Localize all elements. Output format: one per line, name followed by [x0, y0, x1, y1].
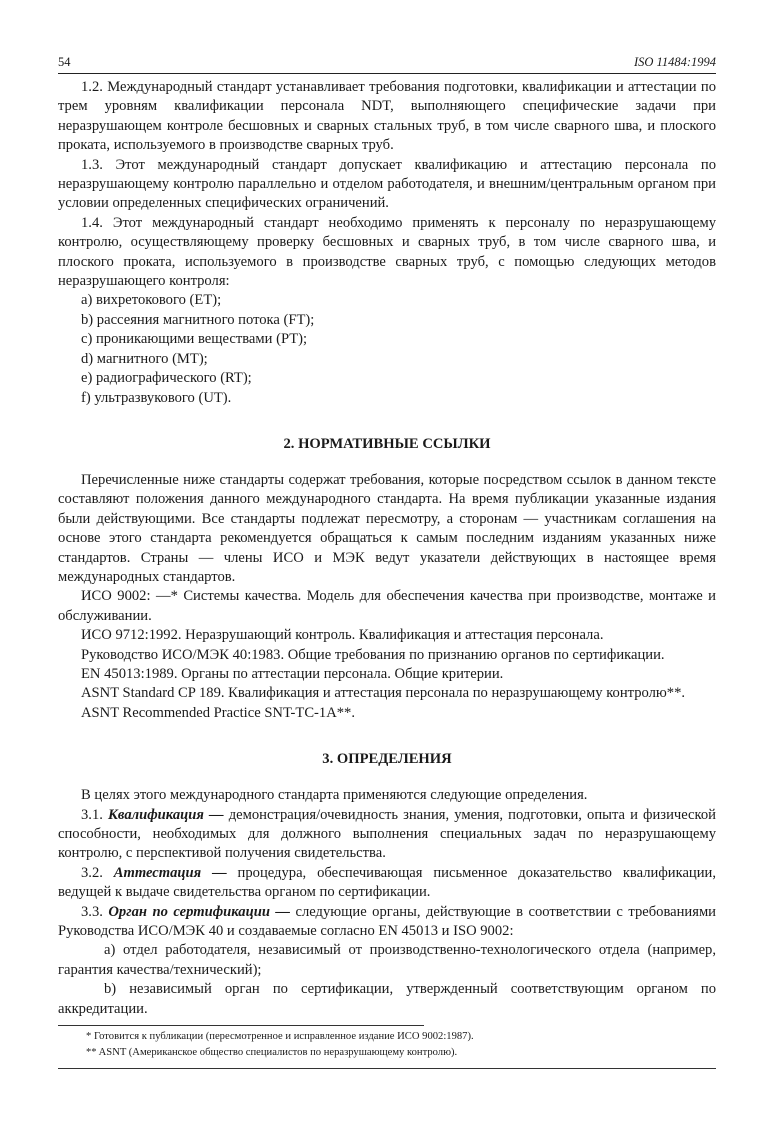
definition-number: 3.1.: [81, 806, 109, 823]
footnotes: [58, 1029, 716, 1060]
definition-text: демонстрация/очевидность знания, умения, подготовки, опыта и физической способности, необходимых для должного выполнения специальных задач по неразрушающему контролю, с перспективой получения свидетельства.: [58, 806, 716, 862]
definition-term: Квалификация —: [108, 806, 224, 823]
page-body: [58, 78, 716, 1019]
certification-body-item-a: а) отдел работодателя, независимый от производственно-технологического отдела (например, гарантия качества/технический);: [58, 942, 716, 978]
method-item-ut: f) ультразвукового (UT).: [81, 389, 232, 406]
paragraph-1-3: 1.3. Этот международный стандарт допускает квалификацию и аттестацию персонала по неразрушающему контролю параллельно и отделом работодателя, и внешним/центральным органом при условии определенных специфических ограничений.: [58, 156, 716, 212]
definition-certification: [58, 864, 716, 903]
reference-en-45013: EN 45013:1989. Органы по аттестации персонала. Общие критерии.: [81, 665, 504, 682]
method-item-mt: d) магнитного (МТ);: [81, 350, 208, 367]
reference-asnt-snt-tc-1a: ASNT Recommended Practice SNT-TC-1A**.: [81, 704, 355, 721]
reference-asnt-cp189: ASNT Standard CP 189. Квалификация и аттестация персонала по неразрушающему контролю**.: [81, 685, 686, 702]
paragraph-1-4: 1.4. Этот международный стандарт необходимо применять к персоналу по неразрушающему контролю, осуществляющему проверку бесшовных и сварных труб, в том числе сварного шва, и плоского проката, используемого в производстве сварных труб, с помощью следующих методов неразрушающего контроля:: [58, 214, 716, 290]
definition-number: 3.2.: [81, 864, 114, 881]
certification-body-item-b: b) независимый орган по сертификации, утвержденный соответствующим органом по аккредитации.: [58, 981, 716, 1017]
definition-text: следующие органы, действующие в соответствии с требованиями Руководства ИСО/МЭК 40 и создаваемые согласно EN 45013 и ISO 9002:: [58, 903, 716, 940]
page-header: [58, 53, 716, 74]
method-item-et: а) вихретокового (ЕТ);: [81, 292, 222, 309]
definition-term: Аттестация —: [113, 864, 227, 881]
references-intro: Перечисленные ниже стандарты содержат требования, которые посредством ссылок в данном тексте составляют положения данного международного стандарта. На время публикации указанные издания были действующими. Все стандарты подлежат пересмотру, а сторонам — участникам соглашения на основе этого стандарта рекомендуется обращаться к самым последним изданиям указанных ниже стандартов. Страны — члены ИСО и МЭК ведут указатели действующих в настоящее время международных стандартов.: [58, 471, 716, 585]
page-number: 54: [58, 55, 71, 69]
definition-qualification: [58, 806, 716, 864]
method-item-rt: e) радиографического (RT);: [81, 370, 252, 387]
footnote-1: * Готовится к публикации (пересмотренное и исправленное издание ИСО 9002:1987).: [86, 1031, 474, 1042]
method-item-ft: b) рассеяния магнитного потока (FT);: [81, 311, 315, 328]
reference-iso-9712: ИСО 9712:1992. Неразрушающий контроль. Квалификация и аттестация персонала.: [81, 627, 604, 644]
footnote-separator: [58, 1025, 424, 1026]
footnote-2: ** ASNT (Американское общество специалистов по неразрушающему контролю).: [86, 1046, 458, 1058]
definition-text: процедура, обеспечивающая письменное доказательство квалификации, ведущей к выдаче свидетельства органом по сертификации.: [58, 864, 717, 901]
definition-certification-body: [58, 903, 716, 942]
definition-number: 3.3.: [81, 903, 109, 920]
method-item-pt: с) проникающими веществами (РТ);: [81, 331, 308, 348]
standard-designation: ISO 11484:1994: [633, 55, 716, 69]
reference-iso-iec-40: Руководство ИСО/МЭК 40:1983. Общие требования по признанию органов по сертификации.: [81, 646, 665, 663]
paragraph-1-2: 1.2. Международный стандарт устанавливает требования подготовки, квалификации и аттестации по трем уровням квалификации персонала NDT, выполняющего специфические задачи при неразрушающем контроле бесшовных и сварных стальных труб, в том числе сварного шва, и плоского проката, используемого в производстве сварных труб.: [58, 79, 716, 154]
section-heading-definitions: 3. ОПРЕДЕЛЕНИЯ: [322, 751, 452, 768]
page-bottom-rule: [58, 1068, 716, 1069]
reference-iso-9002: ИСО 9002: —* Системы качества. Модель для обеспечения качества при производстве, монтаже и обслуживании.: [58, 588, 716, 624]
definition-term: Орган по сертификации —: [108, 903, 291, 920]
definitions-intro: В целях этого международного стандарта применяются следующие определения.: [81, 787, 588, 804]
section-heading-normative-references: 2. НОРМАТИВНЫЕ ССЫЛКИ: [283, 435, 491, 452]
